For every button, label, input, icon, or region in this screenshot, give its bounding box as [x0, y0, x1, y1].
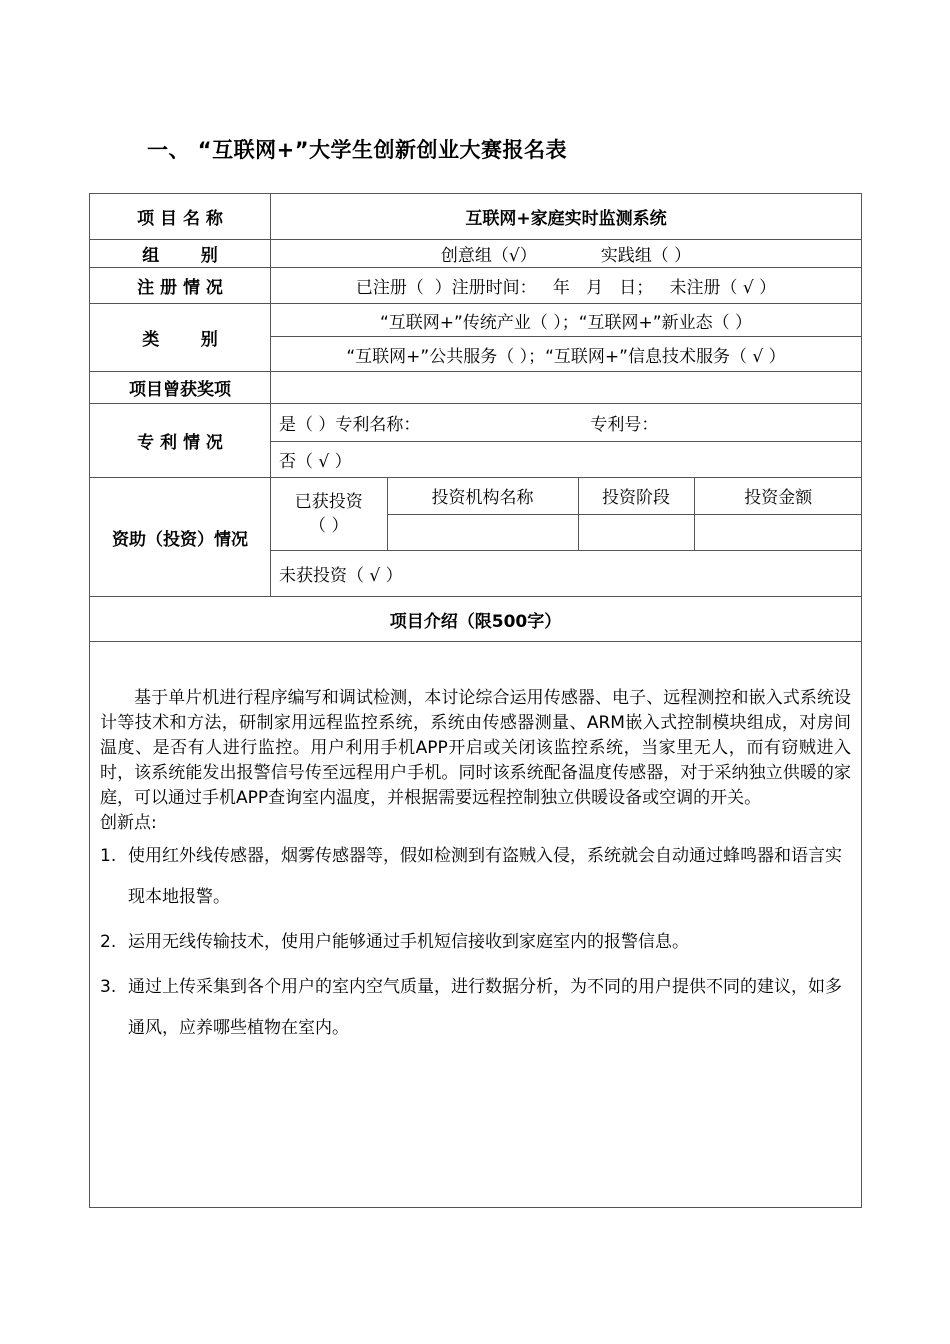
innovations-label: 创新点: — [100, 813, 157, 833]
row-group — [90, 240, 862, 268]
col-stage: 投资阶段 — [578, 478, 694, 514]
patent-number-label: 专利号： — [590, 415, 659, 435]
innovation-item — [100, 930, 851, 963]
group-label: 组 别 — [90, 240, 271, 268]
row-category-1 — [90, 304, 862, 337]
row-awards — [90, 372, 862, 404]
funding-inner-table — [271, 478, 862, 596]
invested-line-2: （ ） — [309, 515, 349, 536]
patent-yes-text: 是（ ）专利名称： — [279, 415, 421, 435]
row-project-name — [90, 194, 862, 240]
group-option-practice: 实践组（ ） — [600, 246, 692, 266]
row-intro-body — [90, 642, 862, 1208]
innovation-text: 运用无线传输技术，使用户能够通过手机短信接收到家庭室内的报警信息。 — [128, 932, 689, 952]
project-name-label: 项 目 名 称 — [90, 194, 271, 240]
invested-line-1: 已获投资 — [294, 491, 363, 512]
row-patent-yes — [90, 404, 862, 442]
category-label: 类 别 — [90, 304, 271, 372]
stage-value — [578, 514, 694, 550]
amount-value — [694, 514, 862, 550]
innovation-number: 3. — [100, 977, 117, 997]
intro-label: 项目介绍（限500字） — [90, 597, 862, 642]
document-title: 一、 “互联网+”大学生创新创业大赛报名表 — [147, 138, 568, 162]
registration-value: 已注册（ ）注册时间： 年 月 日； 未注册（ √ ） — [271, 268, 862, 304]
innovation-number: 2. — [100, 932, 117, 952]
innovation-text: 通过上传采集到各个用户的室内空气质量，进行数据分析，为不同的用户提供不同的建议，如多通风，应养哪些植物在室内。 — [128, 977, 842, 1038]
innovation-number: 1. — [100, 846, 117, 866]
patent-label: 专 利 情 况 — [90, 404, 271, 478]
intro-body — [90, 642, 862, 1208]
awards-value — [271, 372, 862, 404]
invested-option — [271, 478, 387, 550]
project-name-value: 互联网+家庭实时监测系统 — [271, 194, 862, 240]
group-options — [271, 240, 862, 268]
row-funding — [90, 478, 862, 597]
innovation-item — [100, 844, 851, 918]
funding-label: 资助（投资）情况 — [90, 478, 271, 597]
row-registration — [90, 268, 862, 304]
registration-label: 注 册 情 况 — [90, 268, 271, 304]
patent-no: 否（ √ ） — [271, 442, 862, 478]
innovation-text: 使用红外线传感器，烟雾传感器等，假如检测到有盗贼入侵，系统就会自动通过蜂鸣器和语言实现本地报警。 — [128, 846, 842, 907]
registration-form-table — [89, 193, 862, 1208]
funding-cell — [271, 478, 862, 597]
patent-yes — [271, 404, 862, 442]
col-institution: 投资机构名称 — [387, 478, 578, 514]
awards-label: 项目曾获奖项 — [90, 372, 271, 404]
category-line-2: “互联网+”公共服务（ ）；“互联网+”信息技术服务（ √ ） — [271, 337, 862, 372]
row-intro-header — [90, 597, 862, 642]
category-line-1: “互联网+”传统产业（ ）；“互联网+”新业态（ ） — [271, 304, 862, 337]
not-invested-option: 未获投资（ √ ） — [271, 550, 862, 596]
institution-value — [387, 514, 578, 550]
innovation-item — [100, 975, 851, 1049]
intro-paragraph: 基于单片机进行程序编写和调试检测，本讨论综合运用传感器、电子、远程测控和嵌入式系统设计等技术和方法，研制家用远程监控系统，系统由传感器测量、ARM嵌入式控制模块组成，对房间温度、是否有人进行监控。用户利用手机APP开启或关闭该监控系统，当家里无人，而有窃贼进入时，该系统能发出报警信号传至远程用户手机。同时该系统配备温度传感器，对于采纳独立供暖的家庭，可以通过手机APP查询室内温度，并根据需要远程控制独立供暖设备或空调的开关。 — [100, 688, 851, 808]
group-option-idea: 创意组（√） — [440, 246, 537, 266]
col-amount: 投资金额 — [694, 478, 862, 514]
